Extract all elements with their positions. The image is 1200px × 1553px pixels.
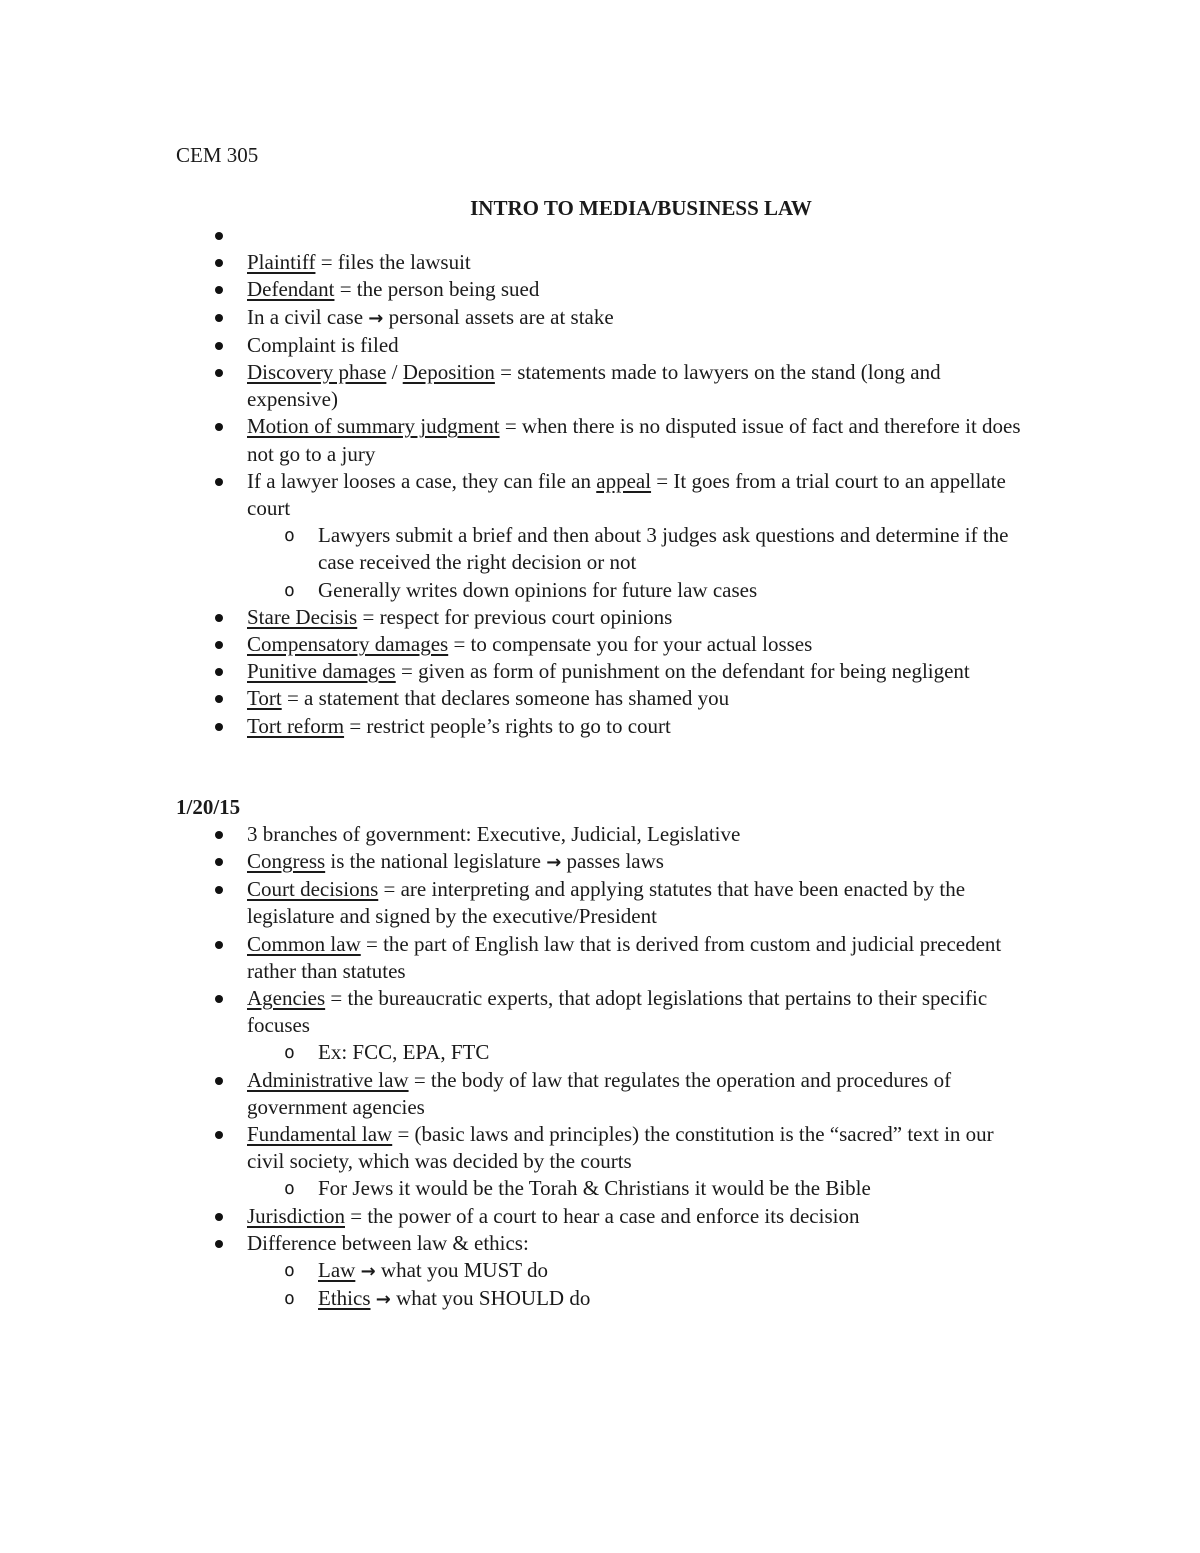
list-item-court-decisions: Court decisions = are interpreting and applying statutes that have been enacted by the legislature and signed by the executive/President: [247, 876, 1036, 930]
list-item-administrative-law: Administrative law = the body of law that regulates the operation and procedures of government agencies: [247, 1067, 1036, 1121]
list-item-defendant: [247, 276, 1036, 303]
term-congress: Congress: [247, 849, 326, 874]
term-fundamental-law: Fundamental law: [247, 1122, 393, 1147]
list-item-civil-case: In a civil case → personal assets are at stake: [247, 304, 1036, 332]
term-stare-decisis: Stare Decisis: [247, 604, 358, 629]
document-title: INTRO TO MEDIA/BUSINESS LAW: [470, 196, 812, 220]
right-arrow-icon: →: [368, 307, 384, 329]
right-arrow-icon: →: [375, 1289, 391, 1311]
list-item-appeal: If a lawyer looses a case, they can file an appeal = It goes from a trial court to an appellate court o Lawyers submit a brief and then about 3 judges ask questions and determine if the case received the right decision or not o Generally writes down opinions for future law cases: [247, 468, 1036, 604]
notes-list-section-1: [176, 222, 1036, 740]
list-item-agencies: Agencies = the bureaucratic experts, that adopt legislations that pertains to their specific focuses o Ex: FCC, EPA, FTC: [247, 985, 1036, 1067]
term-appeal: appeal: [596, 468, 652, 493]
course-code: CEM 305: [176, 143, 259, 167]
term-ethics: Ethics: [318, 1286, 371, 1311]
list-item-complaint: Complaint is filed: [247, 332, 1036, 359]
sub-list-item: o Generally writes down opinions for future law cases: [318, 577, 1036, 604]
right-arrow-icon: →: [360, 1261, 376, 1283]
section-date-heading: 1/20/15: [176, 794, 241, 819]
list-item-congress: Congress is the national legislature → passes laws: [247, 848, 1036, 876]
term-discovery-phase: Discovery phase: [247, 360, 387, 384]
sub-list-agencies: [247, 1039, 1036, 1066]
sub-list-item: o Ex: FCC, EPA, FTC: [318, 1039, 1036, 1066]
term-summary-judgment: Motion of summary judgment: [247, 414, 500, 439]
list-item-fundamental-law: Fundamental law = (basic laws and principles) the constitution is the “sacred” text in our civil society, which was decided by the courts o For Jews it would be the Torah & Christians it would be the Bible: [247, 1121, 1036, 1203]
notes-list-section-2: [176, 821, 1036, 1314]
list-item-discovery: Discovery phase / Deposition = statements made to lawyers on the stand (long and expensive): [247, 359, 1036, 413]
term-deposition: Deposition: [402, 360, 495, 384]
sub-list-fundamental-law: [247, 1175, 1036, 1202]
term-defendant: Defendant: [247, 277, 335, 302]
term-law: Law: [318, 1258, 356, 1283]
definition-defendant: = the person being sued: [334, 277, 540, 302]
list-item-empty: [247, 222, 1036, 249]
term-jurisdiction: Jurisdiction: [247, 1203, 345, 1228]
list-item-branches: 3 branches of government: Executive, Judicial, Legislative: [247, 821, 1036, 848]
term-administrative-law: Administrative law: [247, 1067, 409, 1092]
list-item-stare-decisis: Stare Decisis = respect for previous court opinions: [247, 604, 1036, 631]
term-tort-reform: Tort reform: [247, 713, 345, 738]
term-court-decisions: Court decisions: [247, 877, 379, 902]
right-arrow-icon: →: [546, 852, 562, 874]
list-item-jurisdiction: Jurisdiction = the power of a court to hear a case and enforce its decision: [247, 1203, 1036, 1230]
term-common-law: Common law: [247, 931, 361, 956]
list-item-law-ethics: Difference between law & ethics: o Law → what you MUST do o Ethics → what you SHOULD do: [247, 1230, 1036, 1314]
sub-list-item-law: o Law → what you MUST do: [318, 1257, 1036, 1285]
term-punitive-damages: Punitive damages: [247, 659, 396, 684]
list-item-tort: Tort = a statement that declares someone has shamed you: [247, 685, 1036, 712]
definition-plaintiff: = files the lawsuit: [315, 250, 471, 275]
document-page: [176, 142, 1036, 1314]
sub-list-item-ethics: o Ethics → what you SHOULD do: [318, 1285, 1036, 1313]
list-item-compensatory: Compensatory damages = to compensate you for your actual losses: [247, 631, 1036, 658]
list-item-common-law: Common law = the part of English law that is derived from custom and judicial precedent rather than statutes: [247, 931, 1036, 985]
term-tort: Tort: [247, 686, 282, 711]
list-item-punitive: Punitive damages = given as form of punishment on the defendant for being negligent: [247, 658, 1036, 685]
term-plaintiff: Plaintiff: [247, 250, 316, 275]
sub-list-item: o For Jews it would be the Torah & Christians it would be the Bible: [318, 1175, 1036, 1202]
list-item-tort-reform: Tort reform = restrict people’s rights to go to court: [247, 713, 1036, 740]
list-item-summary-judgment: Motion of summary judgment = when there is no disputed issue of fact and therefore it does not go to a jury: [247, 413, 1036, 467]
list-item-plaintiff: [247, 249, 1036, 276]
sub-list-appeal: [247, 522, 1036, 604]
sub-list-item: o Lawyers submit a brief and then about 3 judges ask questions and determine if the case received the right decision or not: [318, 522, 1036, 576]
sub-list-law-ethics: [247, 1257, 1036, 1313]
term-agencies: Agencies: [247, 986, 326, 1011]
term-compensatory-damages: Compensatory damages: [247, 632, 449, 657]
